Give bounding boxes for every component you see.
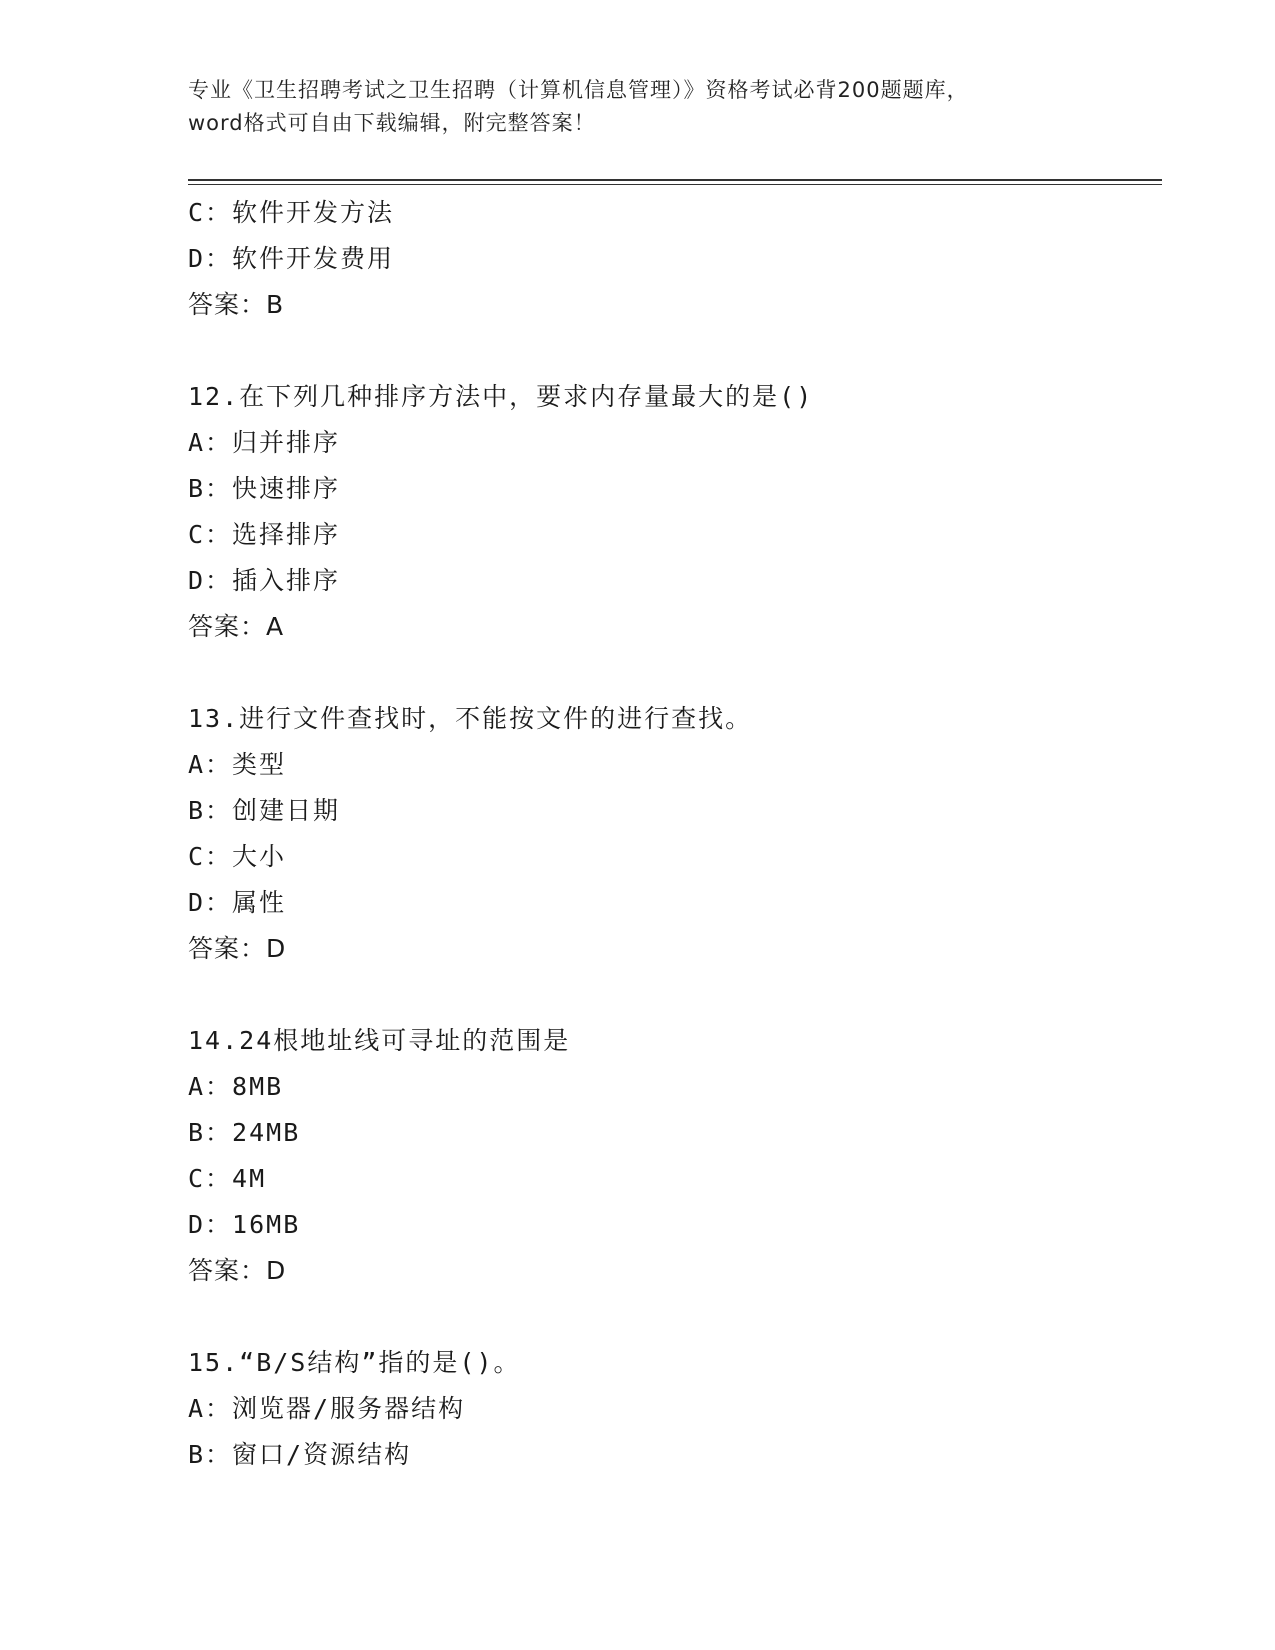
question-block-11 (188, 190, 1162, 328)
block-spacer (188, 650, 1162, 696)
option-d: D：16MB (188, 1210, 301, 1239)
option-b: B：创建日期 (188, 796, 341, 825)
question-text: 15.“B/S结构”指的是()。 (188, 1348, 521, 1377)
option-c: C：大小 (188, 842, 287, 871)
option-d: D：属性 (188, 888, 287, 917)
block-spacer (188, 972, 1162, 1018)
question-text: 13.进行文件查找时，不能按文件的进行查找。 (188, 704, 753, 733)
option-d: D：软件开发费用 (188, 244, 395, 273)
question-text: 14.24根地址线可寻址的范围是 (188, 1026, 571, 1055)
header-divider-thick (188, 179, 1162, 181)
option-c: C：4M (188, 1164, 267, 1193)
option-b: B：24MB (188, 1118, 301, 1147)
option-a: A：8MB (188, 1072, 284, 1101)
document-header (188, 74, 1088, 140)
answer-line: 答案：D (188, 1256, 287, 1285)
block-spacer (188, 1294, 1162, 1340)
option-c: C：软件开发方法 (188, 198, 395, 227)
question-block-12 (188, 374, 1162, 650)
option-b: B：快速排序 (188, 474, 341, 503)
option-a: A：浏览器/服务器结构 (188, 1394, 466, 1423)
option-c: C：选择排序 (188, 520, 341, 549)
question-block-14 (188, 1018, 1162, 1294)
option-a: A：归并排序 (188, 428, 341, 457)
answer-line: 答案：D (188, 934, 287, 963)
question-block-15 (188, 1340, 1162, 1478)
answer-line: 答案：B (188, 290, 285, 319)
question-block-13 (188, 696, 1162, 972)
header-title-line-2: word格式可自由下载编辑，附完整答案！ (188, 111, 596, 135)
option-b: B：窗口/资源结构 (188, 1440, 412, 1469)
block-spacer (188, 328, 1162, 374)
option-a: A：类型 (188, 750, 287, 779)
question-text: 12.在下列几种排序方法中，要求内存量最大的是() (188, 382, 814, 411)
header-title-line-1: 专业《卫生招聘考试之卫生招聘（计算机信息管理）》资格考试必背200题题库， (188, 78, 969, 102)
answer-line: 答案：A (188, 612, 285, 641)
question-list (188, 190, 1162, 1478)
header-divider-thin (188, 184, 1162, 185)
option-d: D：插入排序 (188, 566, 341, 595)
